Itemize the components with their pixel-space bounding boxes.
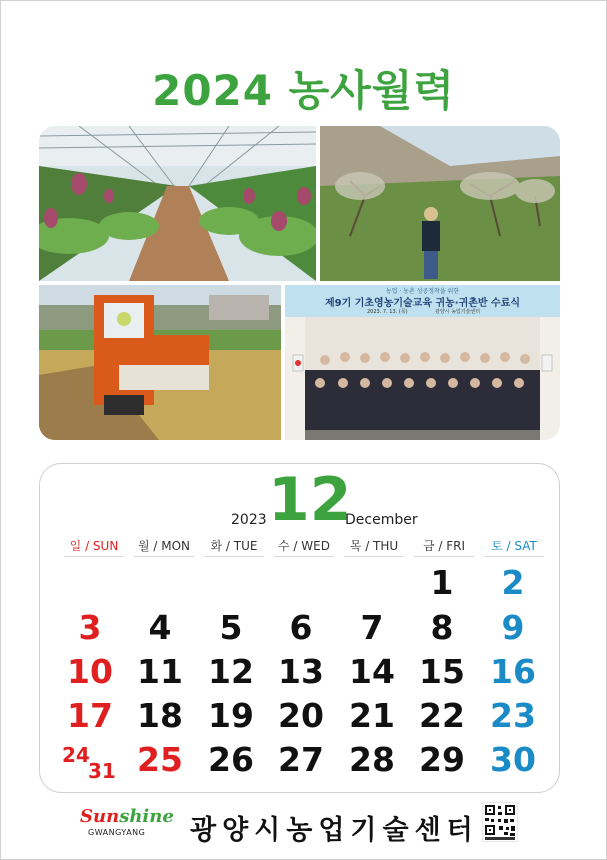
logo-text-sun: Sun [80, 806, 120, 827]
calendar-day-cell: 11 [137, 652, 183, 691]
calendar-month-number: 12 [268, 465, 352, 535]
banner-small-text: 농업 · 농촌 성공정착을 위한 [385, 288, 460, 295]
calendar-title: 2024 농사월력 [152, 66, 455, 115]
calendar-day-cell: 3 [78, 608, 102, 647]
calendar-day-cell: 25 [137, 740, 183, 779]
sunshine-gwangyang-logo [80, 806, 180, 846]
calendar-day-cell: 15 [419, 652, 465, 691]
combined-date-cell [62, 743, 122, 783]
logo-text-shine: shine [119, 806, 174, 827]
calendar-day-cell: 27 [278, 740, 324, 779]
calendar-day-cell: 21 [349, 696, 395, 735]
combined-date-top: 24 [62, 743, 90, 767]
calendar-day-cell: 29 [419, 740, 465, 779]
weekday-header-6: 토 / SAT [484, 536, 544, 557]
calendar-day-cell: 17 [67, 696, 113, 735]
calendar-year: 2023 [231, 512, 267, 528]
calendar-day-cell: 1 [430, 563, 454, 602]
calendar-day-cell: 20 [278, 696, 324, 735]
calendar-day-cell: 13 [278, 652, 324, 691]
logo-subtext: GWANGYANG [88, 828, 146, 837]
footer [0, 800, 607, 852]
calendar-day-cell: 9 [501, 608, 525, 647]
graduation-group-photo [285, 285, 560, 440]
calendar-day-cell: 4 [148, 608, 172, 647]
weekday-header-1: 월 / MON [134, 536, 194, 557]
combined-date-bottom: 31 [88, 759, 116, 783]
weekday-header-4: 목 / THU [344, 536, 404, 557]
organization-name: 광양시농업기술센터 [190, 815, 479, 846]
calendar-month-name: December [345, 512, 418, 528]
weekday-header-0: 일 / SUN [64, 536, 124, 557]
weekday-header-3: 수 / WED [274, 536, 334, 557]
weekday-header-row [64, 536, 544, 558]
calendar-day-cell: 30 [490, 740, 536, 779]
qr-code-icon [482, 802, 518, 842]
greenhouse-mango-photo [39, 126, 316, 281]
calendar-day-cell: 14 [349, 652, 395, 691]
banner-date-text: 2023. 7. 13. (목) [367, 309, 408, 315]
calendar-day-cell: 8 [430, 608, 454, 647]
banner-org-text: 광양시 농업기술센터 [435, 309, 481, 315]
orchard-farmer-photo [320, 126, 560, 281]
calendar-day-cell: 5 [219, 608, 243, 647]
calendar-day-cell: 10 [67, 652, 113, 691]
weekday-header-5: 금 / FRI [414, 536, 474, 557]
calendar-day-cell: 16 [490, 652, 536, 691]
calendar-day-cell: 6 [289, 608, 313, 647]
rice-harvester-photo [39, 285, 281, 440]
calendar-day-cell: 22 [419, 696, 465, 735]
calendar-day-cell: 18 [137, 696, 183, 735]
calendar-day-cell: 28 [349, 740, 395, 779]
calendar-day-cell: 2 [501, 563, 525, 602]
calendar-day-cell: 7 [360, 608, 384, 647]
calendar-day-cell: 26 [208, 740, 254, 779]
calendar-day-cell: 23 [490, 696, 536, 735]
weekday-header-2: 화 / TUE [204, 536, 264, 557]
banner-main-text: 제9기 기초영농기술교육 귀농·귀촌반 수료식 [324, 298, 521, 309]
calendar-day-cell: 12 [208, 652, 254, 691]
calendar-day-cell: 19 [208, 696, 254, 735]
